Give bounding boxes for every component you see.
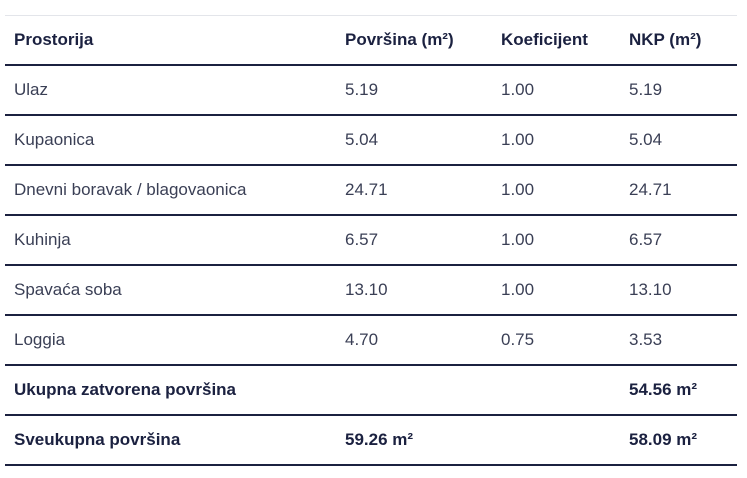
cell-nkp: 5.04	[620, 115, 737, 165]
table-row	[5, 65, 737, 115]
cell-room: Kuhinja	[5, 215, 336, 265]
table-row	[5, 115, 737, 165]
cell-nkp: 3.53	[620, 315, 737, 365]
cell-area: 13.10	[336, 265, 492, 315]
area-table	[5, 15, 737, 466]
total-enclosed-area	[336, 365, 492, 415]
table-row	[5, 315, 737, 365]
header-coefficient: Koeficijent	[492, 16, 620, 65]
cell-coefficient: 1.00	[492, 65, 620, 115]
total-enclosed-nkp: 54.56 m²	[620, 365, 737, 415]
cell-area: 5.19	[336, 65, 492, 115]
header-room: Prostorija	[5, 16, 336, 65]
cell-coefficient: 1.00	[492, 265, 620, 315]
table-row	[5, 215, 737, 265]
area-table-container	[5, 15, 737, 466]
grand-total-row	[5, 415, 737, 465]
cell-room: Ulaz	[5, 65, 336, 115]
table-row	[5, 265, 737, 315]
header-nkp: NKP (m²)	[620, 16, 737, 65]
total-enclosed-label: Ukupna zatvorena površina	[5, 365, 336, 415]
cell-area: 6.57	[336, 215, 492, 265]
grand-total-label: Sveukupna površina	[5, 415, 336, 465]
total-enclosed-coefficient	[492, 365, 620, 415]
cell-room: Spavaća soba	[5, 265, 336, 315]
cell-nkp: 24.71	[620, 165, 737, 215]
cell-room: Loggia	[5, 315, 336, 365]
cell-area: 4.70	[336, 315, 492, 365]
cell-coefficient: 1.00	[492, 215, 620, 265]
grand-total-area: 59.26 m²	[336, 415, 492, 465]
header-area: Površina (m²)	[336, 16, 492, 65]
cell-area: 24.71	[336, 165, 492, 215]
grand-total-nkp: 58.09 m²	[620, 415, 737, 465]
cell-room: Dnevni boravak / blagovaonica	[5, 165, 336, 215]
total-enclosed-row	[5, 365, 737, 415]
cell-coefficient: 1.00	[492, 165, 620, 215]
table-header	[5, 16, 737, 65]
cell-room: Kupaonica	[5, 115, 336, 165]
cell-nkp: 6.57	[620, 215, 737, 265]
header-row	[5, 16, 737, 65]
cell-coefficient: 0.75	[492, 315, 620, 365]
table-body	[5, 65, 737, 465]
cell-nkp: 5.19	[620, 65, 737, 115]
cell-coefficient: 1.00	[492, 115, 620, 165]
cell-nkp: 13.10	[620, 265, 737, 315]
table-row	[5, 165, 737, 215]
cell-area: 5.04	[336, 115, 492, 165]
grand-total-coefficient	[492, 415, 620, 465]
